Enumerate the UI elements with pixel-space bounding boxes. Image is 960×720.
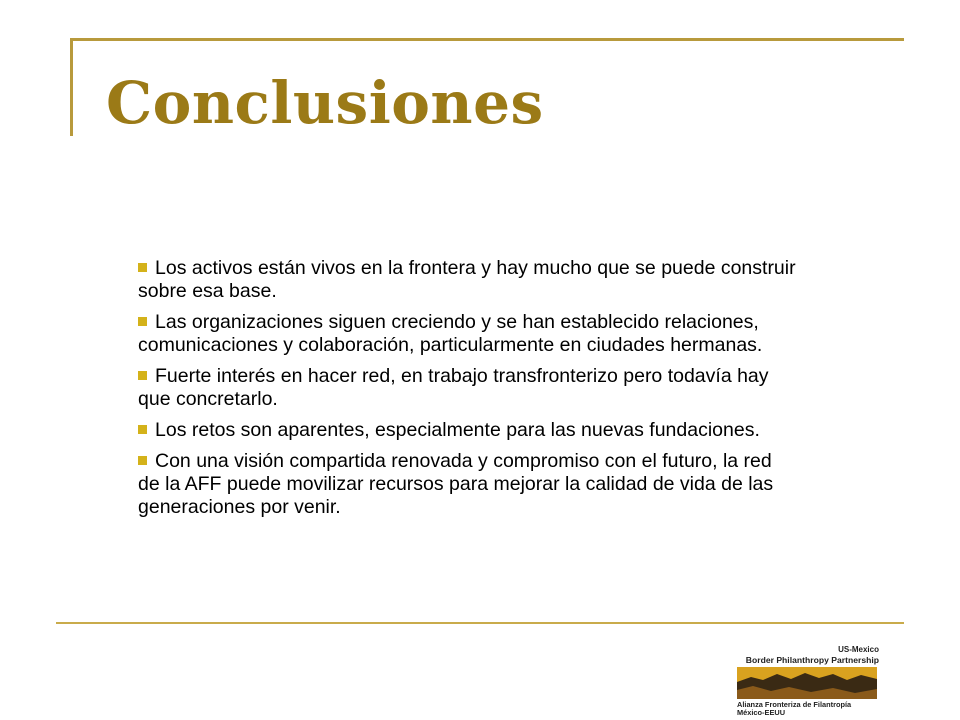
slide-title: Conclusiones [106,69,544,137]
bullet-text: Los activos están vivos en la frontera y hay mucho que se puede construir sobre esa base. [138,257,796,302]
logo-line4: México-EEUU [737,708,786,716]
square-bullet-icon [138,425,147,434]
bullet-list [138,257,798,527]
logo-line3: Alianza Fronteriza de Filantropía [737,700,852,709]
square-bullet-icon [138,263,147,272]
bullet-item [138,257,798,303]
frame-top-border [70,38,904,41]
bullet-text: Con una visión compartida renovada y compromiso con el futuro, la red de la AFF puede movilizar recursos para mejorar la calidad de vida de las generaciones por venir. [138,450,774,518]
bottom-divider [56,622,904,624]
bullet-item [138,450,798,519]
square-bullet-icon [138,317,147,326]
bullet-item [138,419,798,442]
bullet-item [138,311,798,357]
square-bullet-icon [138,371,147,380]
bullet-text: Los retos son aparentes, especialmente para las nuevas fundaciones. [155,419,760,441]
square-bullet-icon [138,456,147,465]
border-philanthropy-logo [733,644,881,716]
bullet-text: Las organizaciones siguen creciendo y se han establecido relaciones, comunicaciones y colaboración, particularmente en ciudades hermanas. [138,311,763,356]
bullet-text: Fuerte interés en hacer red, en trabajo transfronterizo pero todavía hay que concretarlo. [138,365,769,410]
logo-line1: US-Mexico [838,645,879,654]
logo-line2: Border Philanthropy Partnership [745,655,879,665]
bullet-item [138,365,798,411]
frame-left-border [70,38,73,136]
